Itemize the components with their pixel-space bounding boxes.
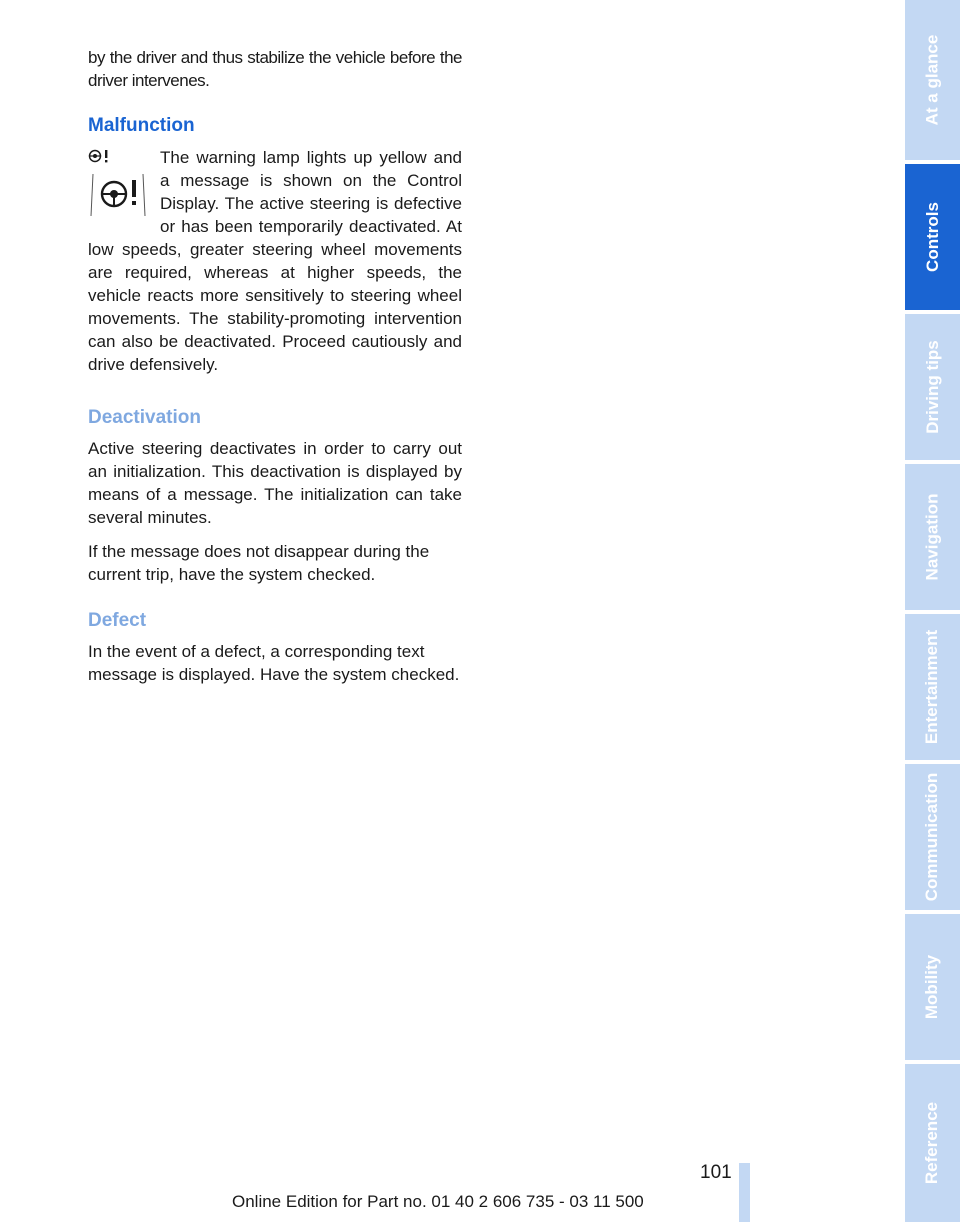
page-number: 101 [700, 1162, 732, 1183]
deactivation-heading: Deactivation [88, 407, 201, 428]
chapter-tabs [905, 0, 960, 1222]
malfunction-heading: Malfunction [88, 115, 195, 136]
steering-warning-small-icon [88, 148, 112, 164]
intro-paragraph: by the driver and thus stabilize the vehicle before the driver intervenes. [88, 48, 462, 90]
tab-label: Reference [922, 1101, 942, 1185]
tab-label: Controls [922, 202, 942, 272]
tab-label: Driving tips [922, 340, 942, 434]
tab-navigation[interactable] [905, 464, 960, 610]
tab-label: Navigation [922, 493, 942, 581]
tab-at-a-glance[interactable] [905, 0, 960, 160]
tab-driving-tips[interactable] [905, 314, 960, 460]
malfunction-block [88, 146, 462, 376]
defect-heading: Defect [88, 610, 147, 631]
tab-label: At a glance [922, 34, 942, 126]
tab-label: Mobility [922, 954, 942, 1020]
deactivation-paragraph-2: If the message does not disappear during the current trip, have the system checked. [88, 542, 430, 584]
tab-mobility[interactable] [905, 914, 960, 1060]
main-content [88, 46, 462, 686]
tab-entertainment[interactable] [905, 614, 960, 760]
tab-controls[interactable] [905, 164, 960, 310]
tab-label: Entertainment [922, 629, 942, 745]
page-number-bar [739, 1163, 750, 1222]
tab-reference[interactable] [905, 1064, 960, 1222]
warning-icons [88, 146, 160, 238]
tab-label: Communication [922, 772, 942, 902]
defect-paragraph: In the event of a defect, a corresponding text message is displayed. Have the system checked. [88, 642, 460, 684]
tab-communication[interactable] [905, 764, 960, 910]
deactivation-paragraph-1: Active steering deactivates in order to carry out an initialization. This deactivation is displayed by means of a message. The initialization can take several minutes. [88, 439, 462, 527]
malfunction-body: The warning lamp lights up yellow and a message is shown on the Control Display. The active steering is defective or has been temporarily deactivated. At low speeds, greater steering wheel movements are required, whereas at higher speeds, the vehicle reacts more sensitively to steering wheel movements. The stability-promoting intervention can also be deactivated. Proceed cautiously and drive defensively. [88, 148, 462, 374]
steering-warning-large-icon [88, 170, 148, 220]
footer-edition-text: Online Edition for Part no. 01 40 2 606 735 - 03 11 500 [232, 1192, 644, 1211]
